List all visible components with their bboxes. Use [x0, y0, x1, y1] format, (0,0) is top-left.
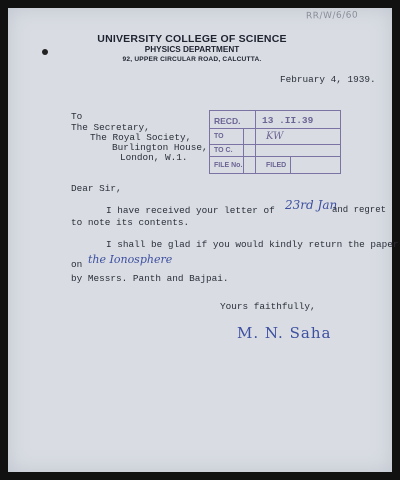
letter-page [8, 8, 399, 472]
archive-reference: RR/W/6/60 [305, 10, 359, 22]
recipient-line-4: London, W.1. [120, 152, 188, 163]
closing: Yours faithfully, [220, 301, 316, 312]
stamp-filed-label: FILED [266, 162, 287, 169]
stamp-initials: KW [266, 131, 284, 142]
salutation: Dear Sir, [71, 183, 122, 194]
letterhead-address: 92, UPPER CIRCULAR ROAD, CALCUTTA. [122, 56, 262, 63]
recipient-to: To [71, 111, 83, 122]
recipient-line-3: Burlington House, [112, 142, 208, 153]
recipient-line-2: The Royal Society, [90, 132, 192, 143]
stamp-recd-label: RECD. [214, 116, 241, 126]
letterhead-department: PHYSICS DEPARTMENT [144, 45, 240, 54]
handwritten-date: 23rd Jan [285, 198, 338, 212]
para1-part-a: I have received your letter of [106, 205, 275, 216]
para2-part-a: I shall be glad if you would kindly return the paper [106, 239, 399, 250]
stamp-tc-label: TO C. [214, 147, 233, 154]
para1-part-c: to note its contents. [71, 217, 190, 228]
signature: M. N. Saha [237, 324, 332, 342]
letter-date: February 4, 1939. [280, 74, 376, 85]
stamp-received-date: 13 .II.39 [262, 115, 314, 126]
para2-on: on [71, 259, 83, 270]
handwritten-topic: the Ionosphere [88, 253, 173, 266]
para1-part-b: and regret [332, 205, 387, 215]
received-stamp [209, 110, 341, 174]
stamp-to-label: TO [214, 133, 224, 140]
stamp-file-label: FILE No. [214, 162, 243, 169]
para2-part-c: by Messrs. Panth and Bajpai. [71, 273, 229, 284]
letterhead-institution: UNIVERSITY COLLEGE OF SCIENCE [97, 33, 287, 45]
recipient-line-1: The Secretary, [71, 122, 150, 133]
